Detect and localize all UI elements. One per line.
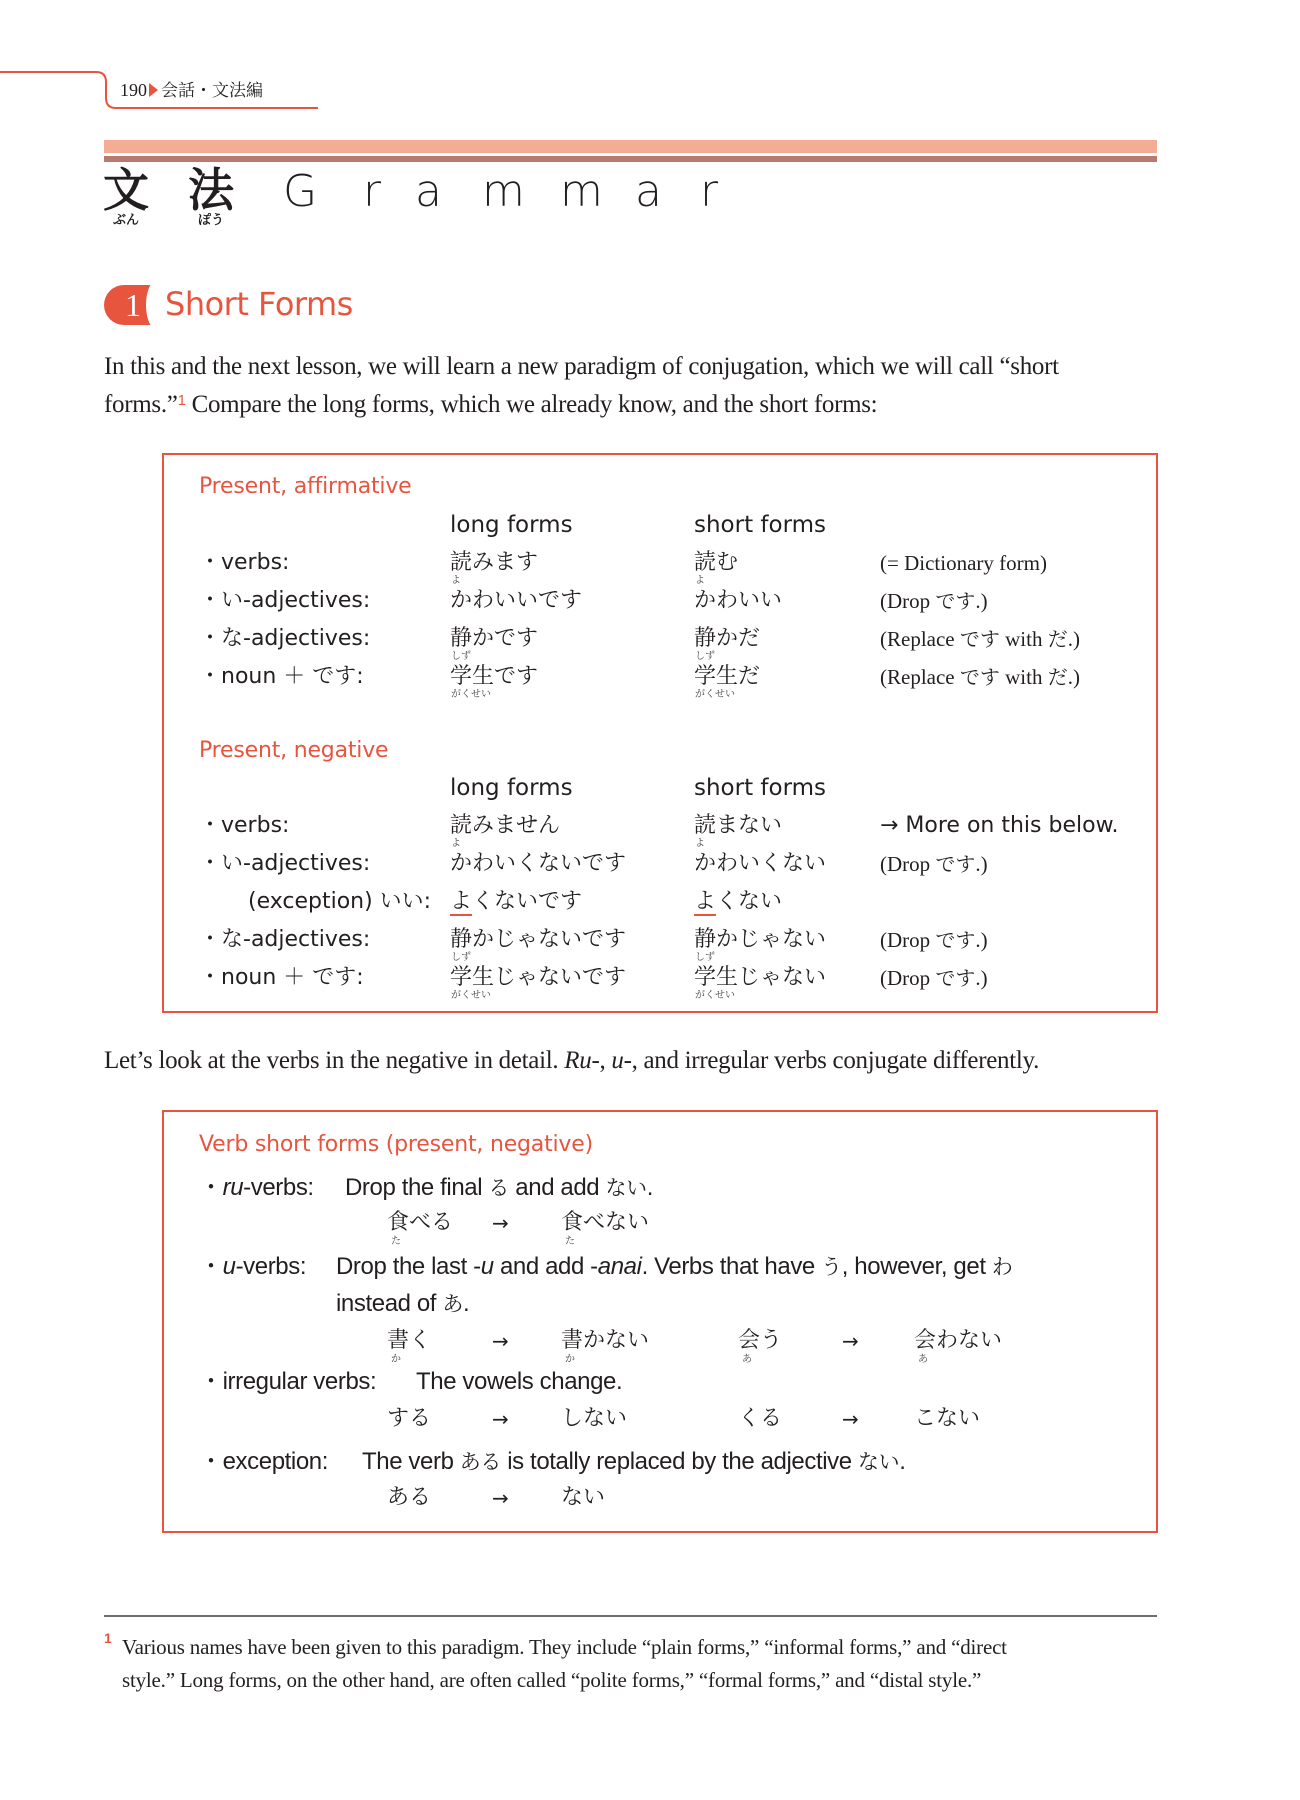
aff-row-label: ・な-adjectives: xyxy=(199,626,371,651)
neg-short-ruby: がくせい xyxy=(695,990,735,1001)
title-letter: a xyxy=(415,166,442,217)
aff-row-label: ・noun ＋ です: xyxy=(199,664,364,689)
arrow-icon: → xyxy=(492,1407,509,1431)
u-example-from-ruby: あ xyxy=(742,1354,752,1365)
form-text: くない xyxy=(716,889,783,914)
arrow-icon: → xyxy=(492,1486,509,1510)
note-text: です xyxy=(935,852,976,876)
exception-rule: ・exception: xyxy=(199,1448,329,1475)
aff-long-form: かわいいです xyxy=(450,588,583,613)
rule-label: ru xyxy=(222,1174,244,1201)
neg-long-form: 学生じゃないです xyxy=(450,965,627,990)
irregular-example-from: する xyxy=(387,1406,432,1431)
ru-example-to-ruby: た xyxy=(565,1236,575,1247)
irregular-example-from: くる xyxy=(738,1406,783,1431)
arrow-icon: → xyxy=(492,1211,509,1235)
arrow-icon: → xyxy=(492,1329,509,1353)
rule-text-jp: ない xyxy=(857,1450,900,1474)
form-text: くないです xyxy=(472,889,583,914)
aff-long-form: 学生です xyxy=(450,664,539,689)
aff-long-ruby: がくせい xyxy=(451,689,491,700)
neg-long-ruby: よ xyxy=(451,838,461,849)
rule-text: and add xyxy=(509,1174,606,1201)
neg-long-form xyxy=(450,888,582,916)
note-text: (Drop xyxy=(880,966,936,990)
aff-long-ruby: しず xyxy=(451,651,471,662)
col-header-long: long forms xyxy=(450,512,573,538)
neg-short-form: 読まない xyxy=(694,813,783,838)
title-letter: r xyxy=(363,166,382,217)
u-example-from: 会う xyxy=(738,1328,783,1353)
aff-short-form: 読む xyxy=(694,550,739,575)
title-kanji-bun: 文 xyxy=(103,163,149,217)
neg-row-label: ・い-adjectives: xyxy=(199,851,371,876)
note-text: だ xyxy=(1047,627,1068,651)
neg-short-form: 静かじゃない xyxy=(694,927,827,952)
footnote-ref[interactable]: 1 xyxy=(177,392,186,409)
section-number: 1 xyxy=(125,287,141,323)
neg-long-form: 読みません xyxy=(450,813,561,838)
note-text: with xyxy=(999,627,1048,651)
neg-row-label: ・verbs: xyxy=(199,813,290,838)
exception-example-to: ない xyxy=(561,1485,606,1510)
title-bar-dark xyxy=(104,156,1157,162)
para-text: -, xyxy=(591,1047,612,1074)
neg-note xyxy=(880,850,988,878)
note-text: です xyxy=(959,627,1000,651)
neg-short-ruby: しず xyxy=(695,952,715,963)
box-subtitle-affirmative: Present, affirmative xyxy=(199,474,412,499)
note-text: です xyxy=(935,966,976,990)
note-text: です xyxy=(935,589,976,613)
running-header xyxy=(120,79,263,102)
note-text: .) xyxy=(1067,627,1080,651)
irregular-example-to: しない xyxy=(561,1406,628,1431)
neg-long-form: かわいくないです xyxy=(450,851,627,876)
title-ruby-hou: ぽう xyxy=(197,213,224,228)
footnote-marker: 1 xyxy=(104,1630,112,1646)
rule-text-jp: ある xyxy=(459,1450,501,1474)
para-text: Let’s look at the verbs in the negative in detail. xyxy=(104,1047,565,1074)
rule-text: Drop the final xyxy=(345,1174,489,1201)
page-number: 190 xyxy=(120,80,147,100)
rule-text-jp: う xyxy=(821,1255,842,1279)
note-text: .) xyxy=(975,928,988,952)
col-header-short: short forms xyxy=(694,512,827,538)
underlined-char: よ xyxy=(450,889,473,914)
note-text: .) xyxy=(975,589,988,613)
rule-text: . Verbs that have xyxy=(641,1253,822,1280)
rule-text-jp: あ xyxy=(442,1292,463,1316)
rule-label: u xyxy=(222,1253,236,1280)
rule-text: . xyxy=(462,1290,470,1317)
neg-short-ruby: よ xyxy=(695,838,705,849)
note-text: です xyxy=(959,665,1000,689)
footnote-line-1: Various names have been given to this paradigm. They include “plain forms,” “informal forms,” and “direct xyxy=(122,1635,1007,1659)
box2-title: Verb short forms (present, negative) xyxy=(199,1132,593,1157)
header-section: 会話・文法編 xyxy=(161,81,263,101)
aff-long-form: 静かです xyxy=(450,626,539,651)
note-text: (Drop xyxy=(880,928,936,952)
title-letter: a xyxy=(635,166,662,217)
ru-verbs-rule xyxy=(199,1173,314,1203)
ru-example-to: 食べない xyxy=(561,1210,650,1235)
rule-text: Drop the last - xyxy=(336,1253,481,1280)
irregular-verbs-desc: The vowels change. xyxy=(416,1368,623,1395)
neg-long-form: 静かじゃないです xyxy=(450,927,627,952)
irregular-example-to: こない xyxy=(914,1406,981,1431)
aff-short-ruby: がくせい xyxy=(695,689,735,700)
irregular-verbs-rule: ・irregular verbs: xyxy=(199,1368,377,1395)
bullet: ・ xyxy=(199,1253,223,1280)
neg-short-form: 学生じゃない xyxy=(694,965,827,990)
neg-note xyxy=(880,926,988,954)
u-example-from-ruby: か xyxy=(391,1354,401,1365)
u-example-to: 書かない xyxy=(561,1328,650,1353)
intro-text: forms.” xyxy=(104,391,178,418)
aff-note xyxy=(880,587,988,615)
bullet: ・ xyxy=(199,1174,223,1201)
rule-label: -verbs: xyxy=(243,1174,314,1201)
rule-text: instead of xyxy=(336,1290,443,1317)
rule-label: -verbs: xyxy=(235,1253,307,1280)
u-example-to-ruby: か xyxy=(565,1354,575,1365)
title-bar-light xyxy=(104,140,1157,153)
u-verbs-desc xyxy=(336,1252,1012,1282)
rule-text: is totally replaced by the adjective xyxy=(500,1448,858,1475)
para-text-italic: u xyxy=(611,1047,624,1074)
aff-row-label: ・い-adjectives: xyxy=(199,588,371,613)
neg-long-ruby: しず xyxy=(451,952,471,963)
neg-note xyxy=(880,964,988,992)
neg-row-label: (exception) いい: xyxy=(248,889,432,914)
arrow-icon: → xyxy=(842,1407,859,1431)
aff-long-form: 読みます xyxy=(450,550,539,575)
rule-text: The verb xyxy=(362,1448,460,1475)
rule-text-jp: ない xyxy=(605,1176,647,1200)
title-letter: m xyxy=(482,166,525,217)
para-text-italic: Ru xyxy=(564,1047,592,1074)
aff-row-label: ・verbs: xyxy=(199,550,290,575)
u-example-to-ruby: あ xyxy=(918,1354,928,1365)
rule-text: . xyxy=(899,1448,906,1475)
arrow-icon: → xyxy=(842,1329,859,1353)
note-text: (= Dictionary form) xyxy=(880,551,1047,575)
rule-text-jp: わ xyxy=(991,1255,1013,1279)
aff-long-ruby: よ xyxy=(451,575,461,586)
aff-short-ruby: しず xyxy=(695,651,715,662)
triangle-right-icon xyxy=(149,83,158,97)
box-subtitle-negative: Present, negative xyxy=(199,738,389,763)
rule-text-italic: anai xyxy=(597,1253,642,1280)
neg-row-label: ・noun ＋ です: xyxy=(199,965,364,990)
note-text: (Replace xyxy=(880,665,960,689)
section-title: Short Forms xyxy=(165,285,353,323)
rule-text: , however, get xyxy=(841,1253,992,1280)
aff-short-form: 学生だ xyxy=(694,664,761,689)
aff-note xyxy=(880,663,1080,691)
u-example-from: 書く xyxy=(387,1328,432,1353)
u-example-to: 会わない xyxy=(914,1328,1003,1353)
paragraph-2 xyxy=(104,1042,1039,1080)
aff-short-form: 静かだ xyxy=(694,626,761,651)
ru-example-from: 食べる xyxy=(387,1210,454,1235)
title-kanji-hou: 法 xyxy=(188,163,234,217)
footnote-divider xyxy=(104,1615,1157,1617)
aff-note xyxy=(880,549,1047,577)
note-text: with xyxy=(999,665,1048,689)
neg-row-label: ・な-adjectives: xyxy=(199,927,371,952)
footnote-line-2: style.” Long forms, on the other hand, are often called “polite forms,” “formal forms,” and “distal style.” xyxy=(122,1668,982,1692)
aff-short-form: かわいい xyxy=(694,588,783,613)
note-text: .) xyxy=(1067,665,1080,689)
title-letter: m xyxy=(560,166,603,217)
ru-verbs-desc xyxy=(345,1173,653,1203)
neg-note: → More on this below. xyxy=(880,813,1119,838)
u-verbs-rule xyxy=(199,1252,306,1282)
rule-text: . xyxy=(646,1174,654,1201)
underlined-char: よ xyxy=(694,889,717,914)
col-header-short: short forms xyxy=(694,775,827,801)
note-text: .) xyxy=(975,966,988,990)
title-letter: G xyxy=(283,166,318,217)
col-header-long: long forms xyxy=(450,775,573,801)
intro-text: Compare the long forms, which we already know, and the short forms: xyxy=(185,391,878,418)
rule-text-italic: u xyxy=(480,1253,494,1280)
aff-short-ruby: よ xyxy=(695,575,705,586)
aff-note xyxy=(880,625,1080,653)
neg-short-form xyxy=(694,888,782,916)
ru-example-from-ruby: た xyxy=(391,1236,401,1247)
neg-short-form: かわいくない xyxy=(694,851,827,876)
title-letter: r xyxy=(700,166,719,217)
u-verbs-desc-line2 xyxy=(336,1289,469,1319)
neg-long-ruby: がくせい xyxy=(451,990,491,1001)
intro-line-1: In this and the next lesson, we will learn a new paradigm of conjugation, which we will call “short xyxy=(104,353,1059,380)
note-text: (Replace xyxy=(880,627,960,651)
intro-line-2 xyxy=(104,386,877,424)
note-text: です xyxy=(935,928,976,952)
note-text: だ xyxy=(1047,665,1068,689)
rule-text-jp: る xyxy=(488,1176,510,1200)
rule-text: and add - xyxy=(493,1253,598,1280)
para-text: -, and irregular verbs conjugate differently. xyxy=(623,1047,1040,1074)
exception-example-from: ある xyxy=(387,1485,432,1510)
note-text: .) xyxy=(975,852,988,876)
title-ruby-bun: ぶん xyxy=(112,213,139,228)
exception-desc xyxy=(362,1447,905,1477)
note-text: (Drop xyxy=(880,852,936,876)
note-text: (Drop xyxy=(880,589,936,613)
